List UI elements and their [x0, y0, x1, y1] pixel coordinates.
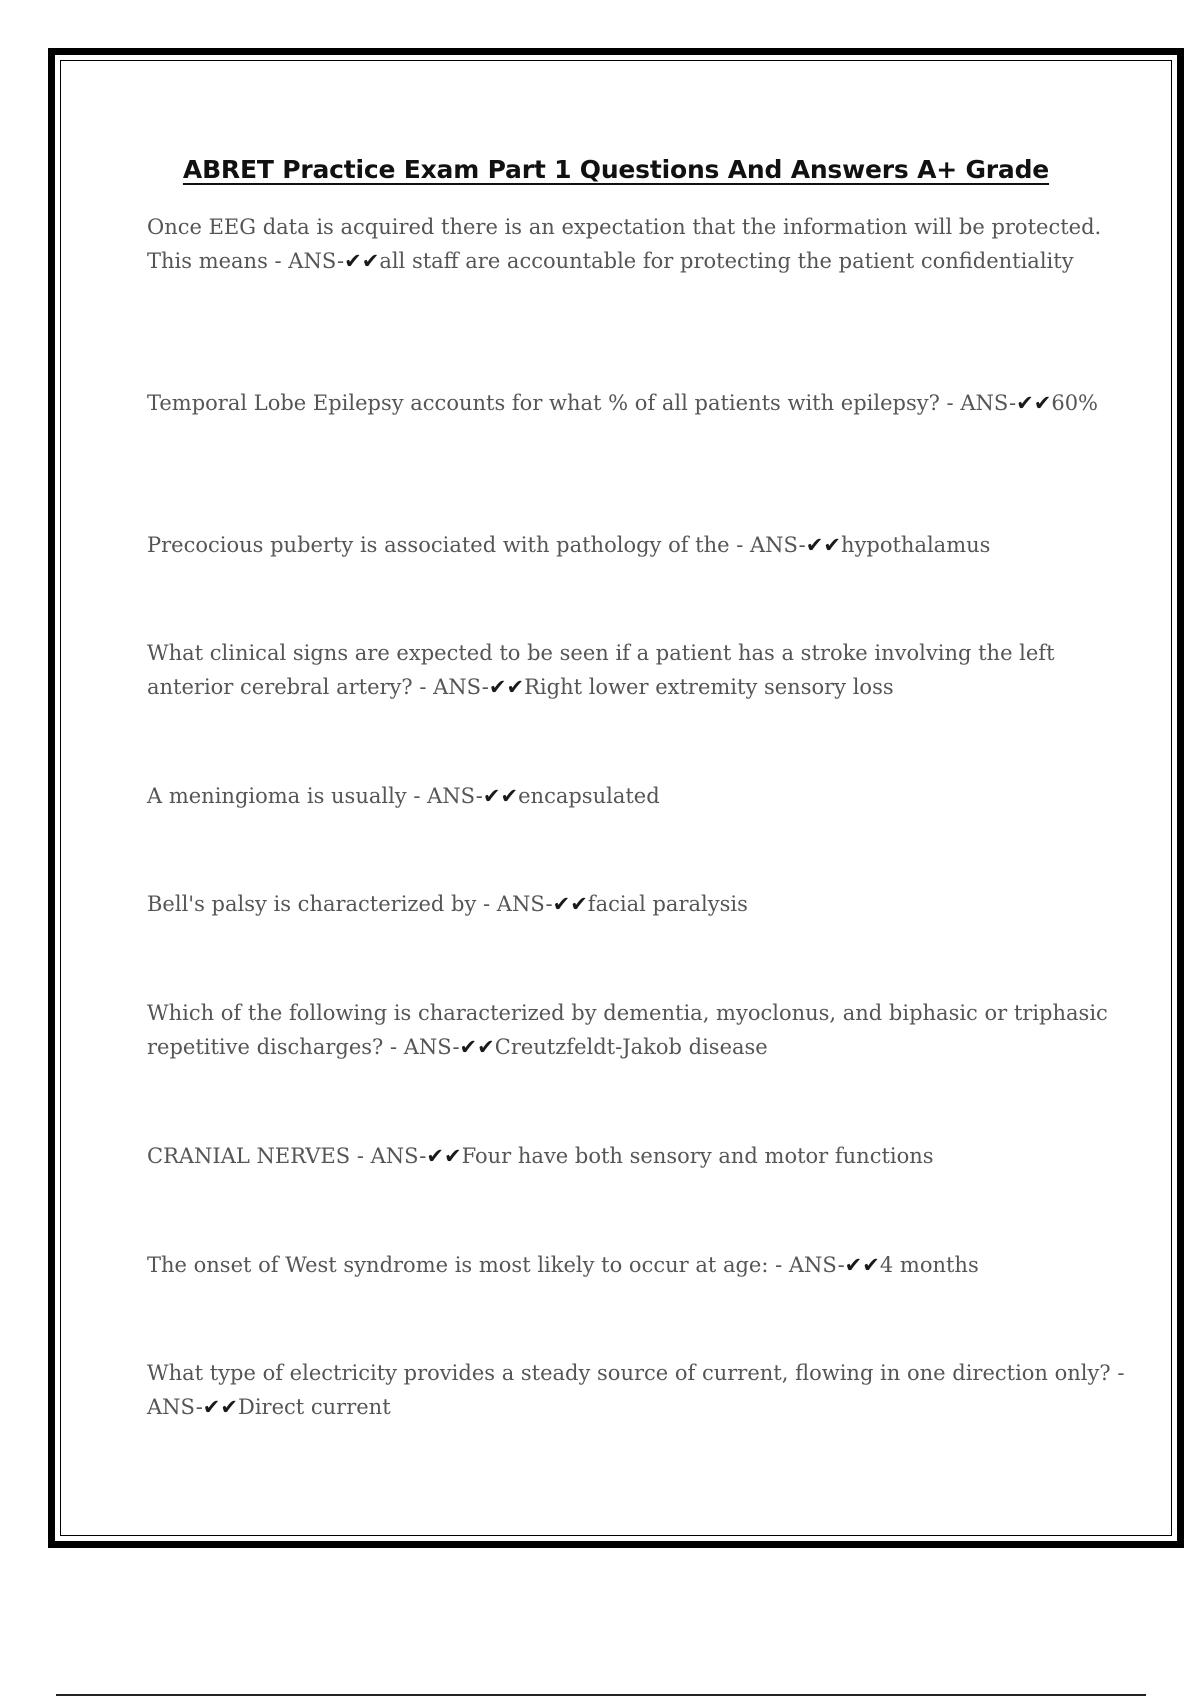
answer-text: hypothalamus	[841, 533, 991, 557]
question-text: CRANIAL NERVES - ANS-	[147, 1144, 427, 1168]
answer-text: encapsulated	[518, 784, 660, 808]
qa-item	[147, 887, 1137, 921]
qa-item	[147, 636, 1137, 704]
double-check-icon: ✔✔	[482, 784, 519, 808]
answer-text: 60%	[1051, 391, 1099, 415]
qa-item	[147, 210, 1137, 278]
question-text: Precocious puberty is associated with pathology of the - ANS-	[147, 533, 806, 557]
answer-text: facial paralysis	[587, 892, 748, 916]
question-text: A meningioma is usually - ANS-	[147, 784, 483, 808]
footer-divider	[56, 1694, 1146, 1696]
question-text: What clinical signs are expected to be seen if a patient has a stroke involving the left anterior cerebral artery? - ANS-	[147, 641, 1055, 699]
double-check-icon: ✔✔	[344, 249, 380, 273]
question-text: The onset of West syndrome is most likely to occur at age: - ANS-	[147, 1253, 845, 1277]
page-title: ABRET Practice Exam Part 1 Questions And Answers A+ Grade	[182, 155, 1050, 184]
question-text: Once EEG data is acquired there is an expectation that the information will be protected. This means - ANS-	[147, 215, 1102, 273]
answer-text: Creutzfeldt-Jakob disease	[494, 1035, 768, 1059]
double-check-icon: ✔✔	[459, 1035, 495, 1059]
double-check-icon: ✔✔	[426, 1144, 462, 1168]
question-text: Which of the following is characterized by dementia, myoclonus, and biphasic or triphasic repetitive discharges? - ANS-	[147, 1001, 1108, 1059]
double-check-icon: ✔✔	[1016, 391, 1052, 415]
double-check-icon: ✔✔	[202, 1395, 238, 1419]
page-border	[48, 48, 1184, 1548]
qa-item	[147, 1248, 1137, 1282]
qa-item	[147, 386, 1137, 420]
double-check-icon: ✔✔	[844, 1253, 880, 1277]
answer-text: Four have both sensory and motor functions	[461, 1144, 934, 1168]
question-text: What type of electricity provides a steady source of current, flowing in one direction only? - ANS-	[147, 1361, 1125, 1419]
answer-text: Right lower extremity sensory loss	[524, 675, 894, 699]
answer-text: all staff are accountable for protecting the patient confidentiality	[379, 249, 1074, 273]
double-check-icon: ✔✔	[552, 892, 588, 916]
question-text: Bell's palsy is characterized by - ANS-	[147, 892, 553, 916]
qa-item	[147, 1356, 1137, 1424]
qa-item	[147, 996, 1137, 1064]
answer-text: 4 months	[879, 1253, 979, 1277]
double-check-icon: ✔✔	[805, 533, 841, 557]
answer-text: Direct current	[238, 1395, 391, 1419]
qa-item	[147, 779, 1137, 813]
qa-item	[147, 528, 1137, 562]
double-check-icon: ✔✔	[488, 675, 525, 699]
question-text: Temporal Lobe Epilepsy accounts for what % of all patients with epilepsy? - ANS-	[147, 391, 1017, 415]
qa-item	[147, 1139, 1137, 1173]
